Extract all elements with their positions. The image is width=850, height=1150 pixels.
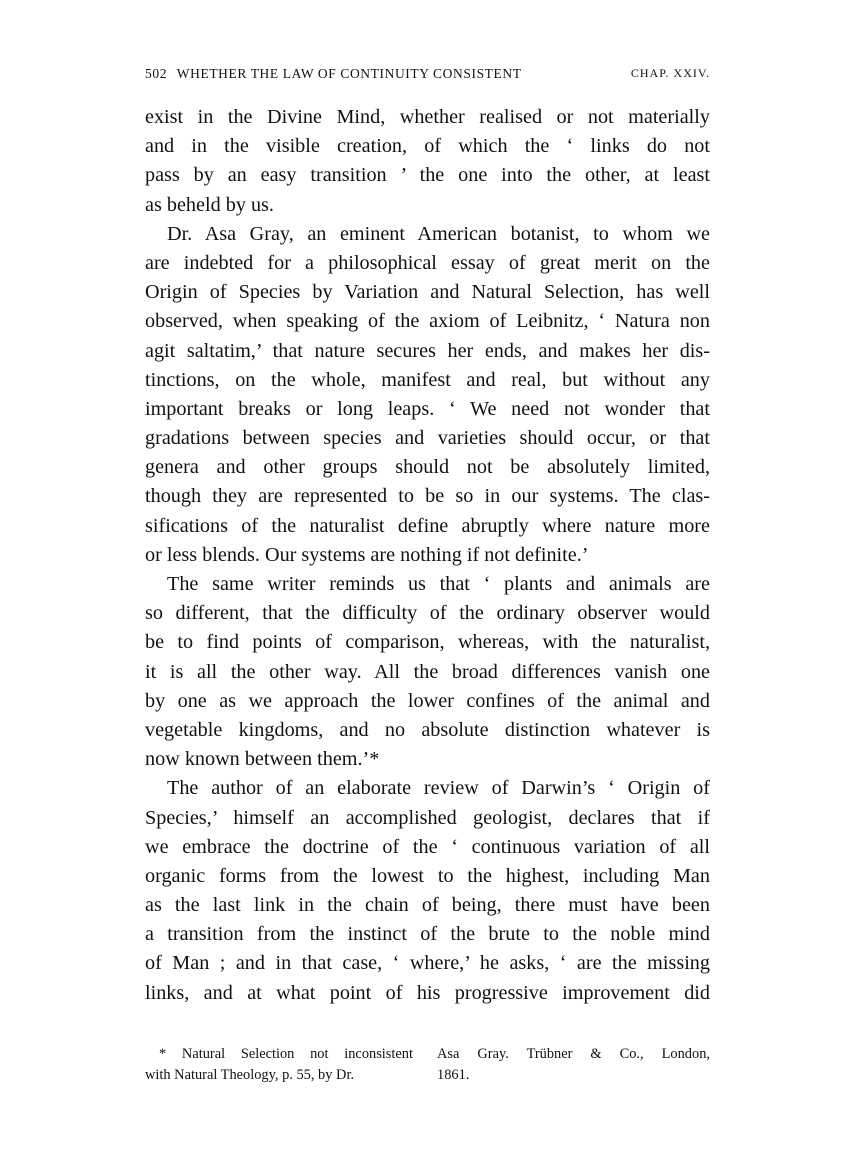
- text-line: organic forms from the lowest to the highest, including Man: [145, 864, 710, 887]
- text-line: tinctions, on the whole, manifest and real, but without any: [145, 368, 710, 391]
- text-line: Species,’ himself an accomplished geologist, declares that if: [145, 806, 710, 829]
- footnote-right-column: [437, 1044, 710, 1086]
- chapter-label: CHAP. XXIV.: [630, 66, 710, 80]
- text-line: we embrace the doctrine of the ‘ continuous variation of all: [145, 835, 710, 858]
- text-line: now known between them.’*: [145, 748, 380, 771]
- text-line: as the last link in the chain of being, there must have been: [145, 894, 710, 917]
- text-line: by one as we approach the lower confines of the animal and: [145, 689, 710, 712]
- text-line: exist in the Divine Mind, whether realised or not materially: [145, 106, 710, 128]
- footnote-line: * Natural Selection not inconsistent: [159, 1046, 413, 1062]
- text-line: important breaks or long leaps. ‘ We need not wonder that: [145, 397, 710, 420]
- text-line: vegetable kingdoms, and no absolute distinction whatever is: [145, 718, 710, 741]
- text-line: it is all the other way. All the broad differences vanish one: [145, 660, 710, 683]
- footnote-line: 1861.: [437, 1067, 470, 1083]
- text-line: The author of an elaborate review of Darwin’s ‘ Origin of: [167, 777, 710, 800]
- text-line: observed, when speaking of the axiom of Leibnitz, ‘ Natura non: [145, 310, 710, 333]
- running-title: WHETHER THE LAW OF CONTINUITY CONSISTENT: [176, 66, 522, 81]
- text-line: pass by an easy transition ’ the one into the other, at least: [145, 164, 710, 187]
- text-line: or less blends. Our systems are nothing if not definite.’: [145, 543, 589, 566]
- text-line: though they are represented to be so in our systems. The clas-: [145, 485, 710, 508]
- text-line: are indebted for a philosophical essay of great merit on the: [145, 251, 710, 274]
- text-line: The same writer reminds us that ‘ plants and animals are: [167, 573, 710, 595]
- text-line: be to find points of comparison, whereas, with the naturalist,: [145, 631, 710, 654]
- text-line: of Man ; and in that case, ‘ where,’ he asks, ‘ are the missing: [145, 952, 710, 975]
- text-line: and in the visible creation, of which the ‘ links do not: [145, 135, 710, 158]
- body-text: [145, 103, 710, 1008]
- text-line: as beheld by us.: [145, 193, 274, 216]
- text-line: gradations between species and varieties should occur, or that: [145, 427, 710, 450]
- text-line: sifications of the naturalist define abruptly where nature more: [145, 514, 710, 537]
- text-line: agit saltatim,’ that nature secures her ends, and makes her dis-: [145, 339, 710, 362]
- text-line: so different, that the difficulty of the ordinary observer would: [145, 602, 710, 625]
- text-line: Dr. Asa Gray, an eminent American botanist, to whom we: [167, 222, 710, 245]
- text-line: links, and at what point of his progressive improvement did: [145, 981, 710, 1004]
- text-line: genera and other groups should not be absolutely limited,: [145, 456, 710, 479]
- running-head: [145, 66, 710, 82]
- page-number: 502: [145, 66, 168, 81]
- footnote-line: with Natural Theology, p. 55, by Dr.: [145, 1067, 355, 1083]
- text-line: a transition from the instinct of the brute to the noble mind: [145, 923, 710, 946]
- footnote-line: Asa Gray. Trübner & Co., London,: [437, 1046, 710, 1062]
- footnote-left-column: [145, 1044, 413, 1086]
- text-line: Origin of Species by Variation and Natural Selection, has well: [145, 281, 710, 304]
